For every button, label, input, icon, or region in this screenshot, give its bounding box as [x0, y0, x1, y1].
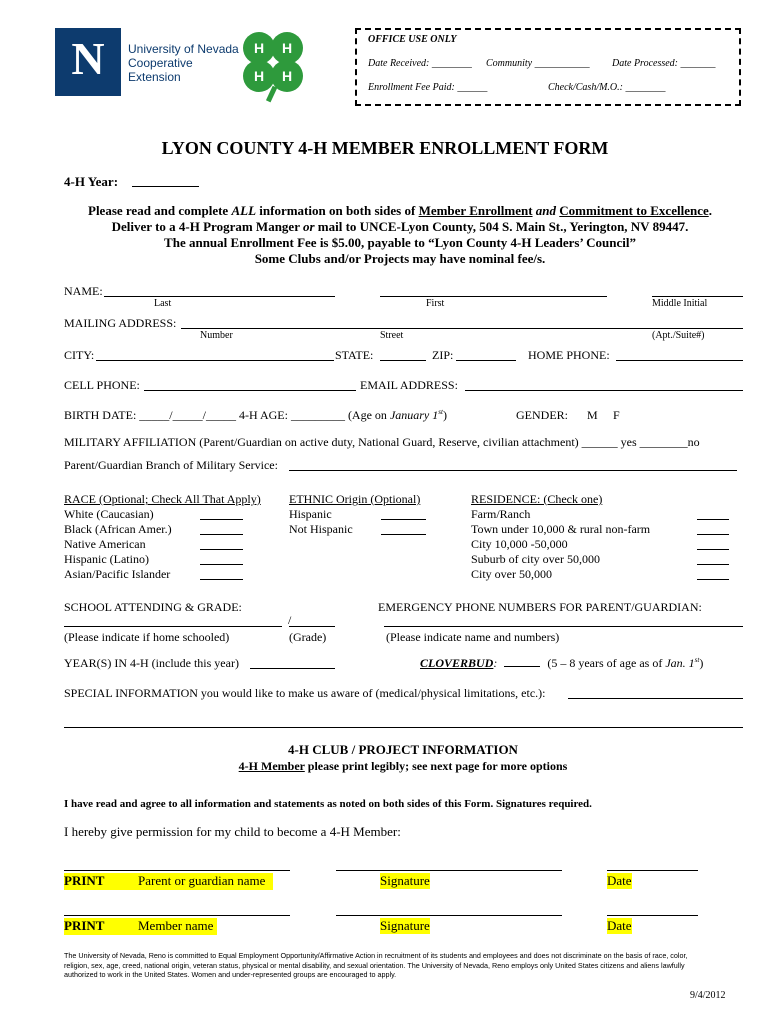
cloverbud-field[interactable]: CLOVERBUD: (5 – 8 years of age as of Jan. 1st) [420, 656, 704, 670]
residence-list [471, 507, 650, 582]
years-input[interactable] [250, 668, 335, 669]
office-title: OFFICE USE ONLY [368, 34, 457, 45]
parent-print-line[interactable] [64, 870, 290, 871]
number-caption: Number [200, 330, 233, 341]
residence-check-1[interactable] [697, 519, 729, 520]
residence-header: RESIDENCE: (Check one) [471, 492, 603, 506]
office-enrollment-fee: Enrollment Fee Paid: ______ [368, 82, 488, 93]
office-community: Community ___________ [486, 58, 590, 69]
special-input[interactable] [568, 698, 743, 699]
branch-label: Parent/Guardian Branch of Military Service: [64, 458, 278, 472]
club-title: 4-H CLUB / PROJECT INFORMATION [288, 742, 518, 757]
name-first-input[interactable] [380, 296, 607, 297]
race-check-3[interactable] [200, 549, 243, 550]
year-label: 4-H Year: [64, 174, 119, 189]
member-date-line[interactable] [607, 915, 698, 916]
cell-label: CELL PHONE: [64, 378, 140, 392]
city-input[interactable] [96, 360, 334, 361]
name-middle-input[interactable] [652, 296, 743, 297]
race-check-2[interactable] [200, 534, 243, 535]
race-item: White (Caucasian) [64, 507, 154, 521]
mailing-input[interactable] [181, 328, 743, 329]
gender-m-option[interactable]: M [587, 408, 598, 422]
race-check-5[interactable] [200, 579, 243, 580]
clover-letter: H [281, 40, 293, 56]
zip-input[interactable] [456, 360, 516, 361]
home-schooled-caption: (Please indicate if home schooled) [64, 630, 230, 644]
ethnic-list [289, 507, 353, 537]
parent-signature-line[interactable] [336, 870, 562, 871]
grade-slash: / [288, 613, 292, 627]
intro-line-1: Please read and complete ALL information on both sides of Member Enrollment and Commitment to Excellence. [88, 203, 712, 218]
year-input-line[interactable] [132, 186, 199, 187]
email-label: EMAIL ADDRESS: [360, 378, 458, 392]
agreement-text: I have read and agree to all information and statements as noted on both sides of this Form. Signatures required. [64, 798, 592, 810]
parent-print-label: PRINT [64, 873, 105, 888]
eeo-line: The University of Nevada, Reno is committed to Equal Employment Opportunity/Affirmative Action in recruitment of its students and employees and does not discriminate on the basis of race, color, [64, 951, 688, 960]
eeo-line: religion, sex, age, creed, national origin, veteran status, physical or mental disability, and sexual orientation. The University of Nevada, Reno employs only United States citizens and aliens lawfully [64, 960, 685, 970]
residence-check-3[interactable] [697, 549, 729, 550]
military-affiliation[interactable]: MILITARY AFFILIATION (Parent/Guardian on active duty, National Guard, Reserve, civilian attachment) ______ yes ________no [64, 435, 700, 449]
clover-letter: H [253, 68, 265, 84]
office-date-received: Date Received: ________ [368, 58, 472, 69]
name-label: NAME: [64, 284, 103, 298]
race-header: RACE (Optional; Check All That Apply) [64, 492, 261, 506]
emergency-input[interactable] [384, 626, 743, 627]
residence-item: City over 50,000 [471, 567, 552, 581]
residence-item: Suburb of city over 50,000 [471, 552, 600, 566]
eeo-statement [64, 951, 688, 980]
residence-item: Farm/Ranch [471, 507, 531, 521]
member-print-line[interactable] [64, 915, 290, 916]
member-date-label: Date [607, 918, 632, 933]
office-date-processed: Date Processed: _______ [612, 58, 716, 69]
state-label: STATE: [335, 348, 374, 362]
org-line-2: Cooperative Extension [128, 56, 193, 84]
intro-line-3: The annual Enrollment Fee is $5.00, payable to “Lyon County 4-H Leaders’ Council” [164, 235, 636, 250]
unr-n-logo: N [71, 33, 105, 84]
residence-item: Town under 10,000 & rural non-farm [471, 522, 651, 536]
member-print-label: PRINT [64, 918, 105, 933]
member-signature-label: Signature [380, 918, 430, 933]
race-item: Black (African Amer.) [64, 522, 172, 536]
parent-date-label: Date [607, 873, 632, 888]
birth-age-field[interactable]: BIRTH DATE: _____/_____/_____ 4-H AGE: _________ (Age on January 1st) [64, 408, 447, 422]
race-check-4[interactable] [200, 564, 243, 565]
race-item: Native American [64, 537, 146, 551]
permission-text: I hereby give permission for my child to become a 4-H Member: [64, 824, 401, 839]
email-input[interactable] [465, 390, 743, 391]
clover-letter: H [281, 68, 293, 84]
cell-input[interactable] [144, 390, 356, 391]
home-phone-input[interactable] [616, 360, 743, 361]
parent-name-label: Parent or guardian name [138, 873, 266, 888]
school-label: SCHOOL ATTENDING & GRADE: [64, 600, 242, 614]
first-caption: First [426, 298, 445, 309]
zip-label: ZIP: [432, 348, 454, 362]
clover-logo [232, 26, 314, 104]
unr-org-name [128, 42, 243, 84]
revision-date: 9/4/2012 [690, 990, 726, 1001]
apt-caption: (Apt./Suite#) [652, 330, 705, 341]
parent-signature-label: Signature [380, 873, 430, 888]
club-subtitle: 4-H Member please print legibly; see next page for more options [238, 759, 568, 773]
residence-check-5[interactable] [697, 579, 729, 580]
grade-caption: (Grade) [289, 630, 327, 644]
name-last-input[interactable] [104, 296, 335, 297]
state-input[interactable] [380, 360, 426, 361]
branch-input[interactable] [289, 470, 737, 471]
grade-input[interactable] [289, 626, 335, 627]
middle-caption: Middle Initial [652, 298, 708, 309]
race-check-1[interactable] [200, 519, 243, 520]
special-input-line-2[interactable] [64, 727, 743, 728]
last-caption: Last [154, 298, 172, 309]
emergency-label: EMERGENCY PHONE NUMBERS FOR PARENT/GUARDIAN: [378, 600, 702, 614]
race-item: Hispanic (Latino) [64, 552, 149, 566]
gender-label: GENDER: [516, 408, 568, 422]
race-list [64, 507, 172, 582]
residence-item: City 10,000 -50,000 [471, 537, 568, 551]
intro-line-2: Deliver to a 4-H Program Manger or mail to UNCE-Lyon County, 504 S. Main St., Yerington, NV 89447. [111, 219, 689, 234]
parent-date-line[interactable] [607, 870, 698, 871]
member-signature-line[interactable] [336, 915, 562, 916]
mailing-label: MAILING ADDRESS: [64, 316, 177, 330]
member-name-label: Member name [138, 918, 214, 933]
residence-check-2[interactable] [697, 534, 729, 535]
special-label: SPECIAL INFORMATION you would like to make us aware of (medical/physical limitations, etc.): [64, 686, 546, 700]
gender-f-option[interactable]: F [613, 408, 620, 422]
office-check: Check/Cash/M.O.: ________ [548, 82, 666, 93]
intro-line-4: Some Clubs and/or Projects may have nominal fee/s. [254, 251, 546, 266]
ethnic-check-2[interactable] [381, 534, 426, 535]
ethnic-item: Hispanic [289, 507, 332, 521]
eeo-line: authorized to work in the United States. Women and under-represented groups are encouraged to apply. [64, 970, 397, 979]
city-label: CITY: [64, 348, 95, 362]
street-caption: Street [380, 330, 404, 341]
race-item: Asian/Pacific Islander [64, 567, 171, 581]
emergency-caption: (Please indicate name and numbers) [386, 630, 560, 644]
page-title: LYON COUNTY 4-H MEMBER ENROLLMENT FORM [161, 138, 609, 158]
home-phone-label: HOME PHONE: [528, 348, 610, 362]
school-input[interactable] [64, 626, 282, 627]
ethnic-header: ETHNIC Origin (Optional) [289, 492, 421, 506]
ethnic-item: Not Hispanic [289, 522, 353, 536]
years-label: YEAR(S) IN 4-H (include this year) [64, 656, 239, 670]
ethnic-check-1[interactable] [381, 519, 426, 520]
org-line-1: University of Nevada [128, 42, 239, 56]
clover-letter: H [253, 40, 265, 56]
residence-check-4[interactable] [697, 564, 729, 565]
